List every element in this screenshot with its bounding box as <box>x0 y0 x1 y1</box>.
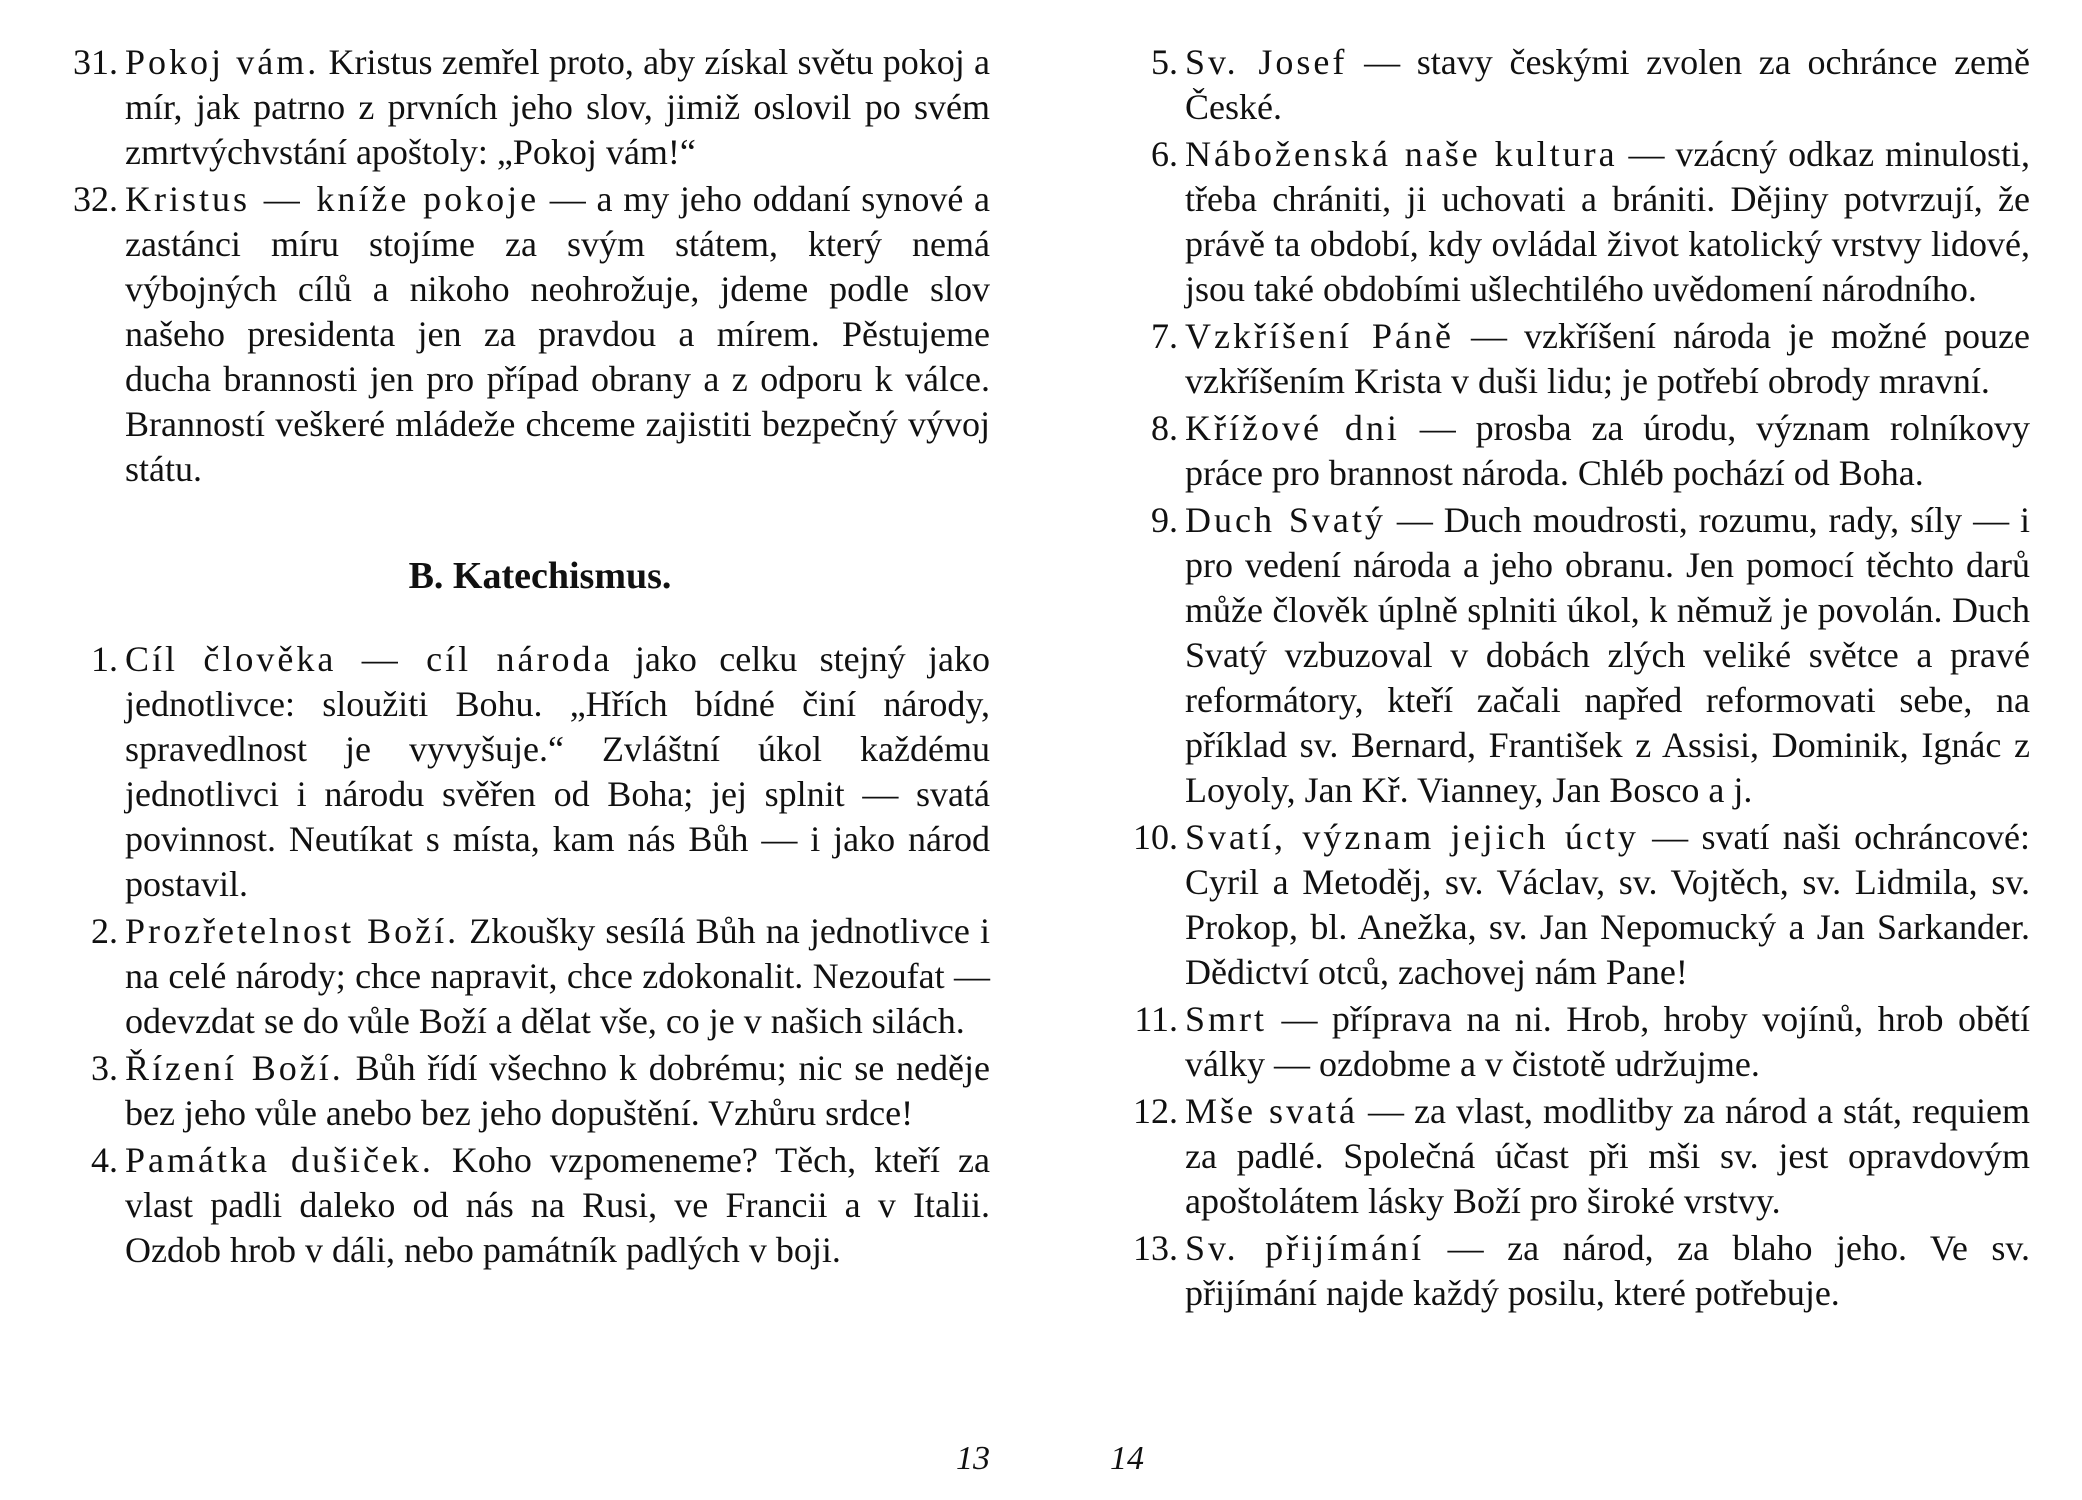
numbered-item <box>50 40 990 175</box>
item-number: 1. <box>91 639 118 679</box>
right-items <box>1110 40 2030 1316</box>
item-number: 10. <box>1133 817 1178 857</box>
item-number: 4. <box>91 1140 118 1180</box>
item-number: 5. <box>1151 42 1178 82</box>
page-number: 13 <box>956 1440 990 1477</box>
item-text: — za národ, za blaho jeho. Ve sv. přijímání najde každý posilu, které potřebuje. <box>1185 1228 2030 1313</box>
item-text: — Duch moudrosti, rozumu, rady, síly — i pro vedení národa a jeho obranu. Jen pomocí těchto darů může člověk úplně splniti úkol, k němuž je povolán. Duch Svatý vzbuzoval v dobách zlých veliké světce a pravé reformátory, kteří začali napřed reformovati sebe, na příklad sv. Bernard, František z Assisi, Dominik, Ignác z Loyoly, Jan Kř. Vianney, Jan Bosco a j. <box>1185 500 2031 810</box>
item-term: Sv. Josef <box>1185 42 1348 82</box>
item-term: Pokoj vám. <box>125 42 320 82</box>
left-page-column <box>50 40 990 1275</box>
item-number: 6. <box>1151 134 1178 174</box>
item-term: Náboženská naše kultura <box>1185 134 1618 174</box>
item-text: — za vlast, modlitby za národ a stát, requiem za padlé. Společná účast při mši sv. jest opravdovým apoštolátem lásky Boží pro široké vrstvy. <box>1185 1091 2030 1221</box>
numbered-item <box>1110 132 2030 312</box>
item-number: 11. <box>1134 999 1178 1039</box>
item-number: 7. <box>1151 316 1178 356</box>
item-term: Křížové dni <box>1185 408 1400 448</box>
numbered-item <box>1110 498 2030 813</box>
item-number: 3. <box>91 1048 118 1088</box>
left-items-before <box>50 40 990 492</box>
item-number: 2. <box>91 911 118 951</box>
item-number: 9. <box>1151 500 1178 540</box>
item-text: jako celku stejný jako jednotlivce: sloužiti Bohu. „Hřích bídné činí národy, spravedlnost je vyvyšuje.“ Zvláštní úkol každému jednotlivci i národu svěřen od Boha; jej splnit — svatá povinnost. Neutíkat s místa, kam nás Bůh — i jako národ postavil. <box>125 639 990 904</box>
item-term: Kristus — kníže pokoje <box>125 179 540 219</box>
numbered-item <box>1110 1226 2030 1316</box>
numbered-item <box>1110 40 2030 130</box>
item-term: Řízení Boží. <box>125 1048 344 1088</box>
numbered-item <box>50 637 990 907</box>
item-text: — vzácný odkaz minulosti, třeba chrániti, ji uchovati a brániti. Dějiny potvrzují, že právě ta období, kdy ovládal život katolický vrstvy lidové, jsou také obdobími ušlechtilého uvědomení národního. <box>1185 134 2031 309</box>
item-number: 31. <box>73 42 118 82</box>
item-text: — svatí naši ochráncové: Cyril a Metoděj, sv. Václav, sv. Vojtěch, sv. Lidmila, sv. Prokop, bl. Anežka, sv. Jan Nepomucký a Jan Sarkander. Dědictví otců, zachovej nám Pane! <box>1185 817 2031 992</box>
numbered-item <box>50 1046 990 1136</box>
item-term: Prozřetelnost Boží. <box>125 911 460 951</box>
item-text: — vzkříšení národa je možné pouze vzkříšením Krista v duši lidu; je potřebí obrody mravní. <box>1185 316 2030 401</box>
item-text: Bůh řídí všechno k dobrému; nic se neděje bez jeho vůle anebo bez jeho dopuštění. Vzhůru srdce! <box>125 1048 990 1133</box>
item-term: Duch Svatý <box>1185 500 1386 540</box>
item-text: — prosba za úrodu, význam rolníkovy práce pro brannost národa. Chléb pochází od Boha. <box>1185 408 2031 493</box>
item-text: — příprava na ni. Hrob, hroby vojínů, hrob obětí války — ozdobme a v čistotě udržujme. <box>1185 999 2030 1084</box>
item-text: — a my jeho oddaní synové a zastánci míru stojíme za svým státem, který nemá výbojných cílů a nikoho neohrožuje, jdeme podle slov našeho presidenta jen za pravdou a mírem. Pěstujeme ducha brannosti jen pro případ obrany a z odporu k válce. Branností veškeré mládeže chceme zajistiti bezpečný vývoj státu. <box>125 179 990 489</box>
numbered-item <box>50 1138 990 1273</box>
right-page <box>1110 0 2030 1500</box>
numbered-item <box>1110 1089 2030 1224</box>
left-page <box>50 0 990 1500</box>
numbered-item <box>1110 815 2030 995</box>
item-text: Zkoušky sesílá Bůh na jednotlivce i na celé národy; chce napravit, chce zdokonalit. Nezoufat — odevzdat se do vůle Boží a dělat vše, co je v našich silách. <box>125 911 990 1041</box>
section-heading: B. Katechismus. <box>408 555 672 597</box>
item-number: 12. <box>1133 1091 1178 1131</box>
numbered-item <box>50 177 990 492</box>
item-term: Cíl člověka — cíl národa <box>125 639 613 679</box>
item-term: Sv. přijímání <box>1185 1228 1425 1268</box>
item-text: — stavy českými zvolen za ochránce země České. <box>1185 42 2030 127</box>
numbered-item <box>1110 406 2030 496</box>
numbered-item <box>1110 314 2030 404</box>
item-term: Památka dušiček. <box>125 1140 434 1180</box>
item-term: Vzkříšení Páně <box>1185 316 1454 356</box>
item-number: 13. <box>1133 1228 1178 1268</box>
item-text: Koho vzpomeneme? Těch, kteří za vlast padli daleko od nás na Rusi, ve Francii a v Italii. Ozdob hrob v dáli, nebo památník padlých v boji. <box>125 1140 990 1270</box>
left-items-after <box>50 637 990 1273</box>
item-term: Svatí, význam jejich úcty <box>1185 817 1639 857</box>
item-term: Mše svatá <box>1185 1091 1358 1131</box>
right-page-column <box>1110 40 2030 1318</box>
page-number: 14 <box>1110 1440 1144 1477</box>
item-term: Smrt <box>1185 999 1268 1039</box>
item-number: 32. <box>73 179 118 219</box>
numbered-item <box>1110 997 2030 1087</box>
item-text: Kristus zemřel proto, aby získal světu pokoj a mír, jak patrno z prvních jeho slov, jimiž oslovil po svém zmrtvýchvstání apoštoly: „Pokoj vám!“ <box>125 42 990 172</box>
item-number: 8. <box>1151 408 1178 448</box>
numbered-item <box>50 909 990 1044</box>
